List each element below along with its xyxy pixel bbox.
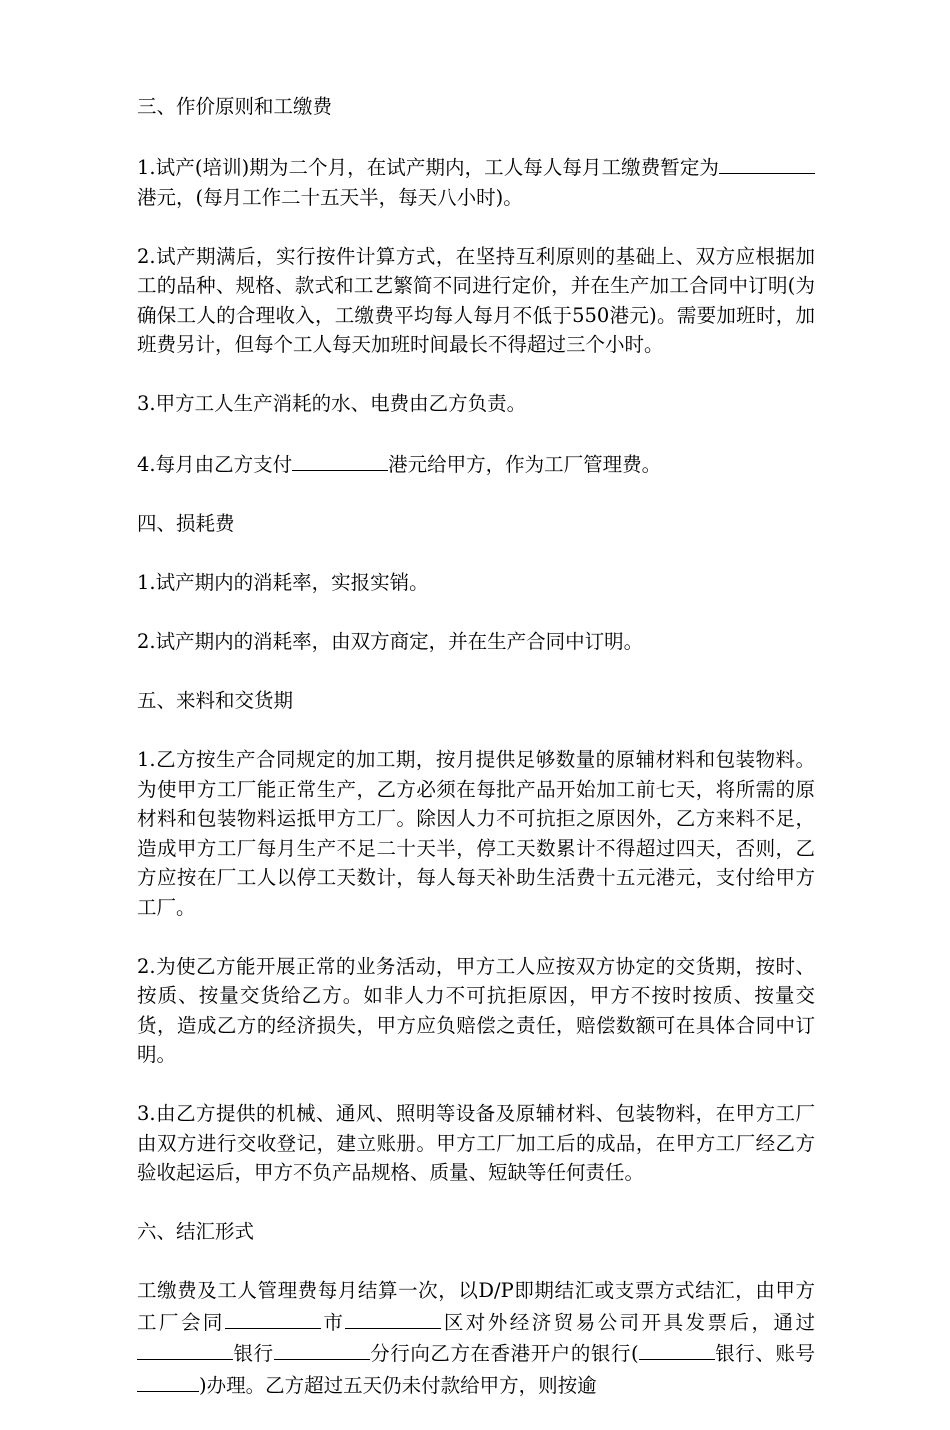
section-4-clause-1: 1.试产期内的消耗率，实报实销。 [137,571,429,594]
section-4-title: 四、损耗费 [137,512,235,535]
fill-in-blank[interactable] [137,1369,199,1392]
clause-text: 港元，(每月工作二十五天半，每天八小时)。 [137,185,523,209]
clause-text: 银行 [233,1342,274,1365]
section-6-title: 六、结汇形式 [137,1220,255,1243]
contract-body [137,92,815,1430]
clause-text: 港元给甲方，作为工厂管理费。 [388,453,662,476]
fill-in-blank[interactable] [719,151,815,174]
clause-text: 分行向乙方在香港开户的银行( [369,1342,639,1365]
clause-text: 工缴费及工人管理费每月结算一次，以D/P即期结汇或支票方式结汇，由甲方工厂会同 [137,1279,815,1334]
fill-in-blank[interactable] [292,448,388,471]
fill-in-blank[interactable] [345,1306,441,1329]
fill-in-blank[interactable] [274,1337,370,1360]
clause-text: 4.每月由乙方支付 [137,453,293,476]
section-5-title: 五、来料和交货期 [137,689,294,712]
clause-text: )办理。乙方超过五天仍未付款给甲方，则按逾 [199,1373,597,1397]
section-5-clause-3: 3.由乙方提供的机械、通风、照明等设备及原辅材料、包装物料，在甲方工厂由双方进行交收登记，建立账册。甲方工厂加工后的成品，在甲方工厂经乙方验收起运后，甲方不负产品规格、质量、短缺等任何责任。 [137,1102,815,1184]
section-5-clause-1: 1.乙方按生产合同规定的加工期，按月提供足够数量的原辅材料和包装物料。为使甲方工厂能正常生产，乙方必须在每批产品开始加工前七天，将所需的原材料和包装物料运抵甲方工厂。除因人力不可抗拒之原因外，乙方来料不足，造成甲方工厂每月生产不足二十天半，停工天数累计不得超过四天，否则，乙方应按在厂工人以停工天数计，每人每天补助生活费十五元港元，支付给甲方工厂。 [137,748,815,919]
section-3-clause-3: 3.甲方工人生产消耗的水、电费由乙方负责。 [137,392,527,415]
section-3-clause-4 [137,448,815,480]
fill-in-blank[interactable] [225,1306,321,1329]
section-3-clause-2: 2.试产期满后，实行按件计算方式，在坚持互利原则的基础上、双方应根据加工的品种、规格、款式和工艺繁简不同进行定价，并在生产加工合同中订明(为确保工人的合理收入，工缴费平均每人每月不低于550港元)。需要加班时，加班费另计，但每个工人每天加班时间最长不得超过三个小时。 [137,244,815,356]
section-5-clause-2: 2.为使乙方能开展正常的业务活动，甲方工人应按双方协定的交货期，按时、按质、按量交货给乙方。如非人力不可抗拒原因，甲方不按时按质、按量交货，造成乙方的经济损失，甲方应负赔偿之责任，赔偿数额可在具体合同中订明。 [137,954,815,1066]
clause-text: 区对外经济贸易公司开具发票后，通过 [441,1310,815,1334]
clause-text: 银行、账号 [714,1342,815,1365]
clause-text: 市 [320,1310,346,1334]
fill-in-blank[interactable] [639,1337,677,1360]
section-3-clause-1 [137,151,815,212]
section-6-clause-1 [137,1276,815,1400]
section-3-title: 三、作价原则和工缴费 [137,95,333,118]
fill-in-blank[interactable] [677,1337,715,1360]
section-4-clause-2: 2.试产期内的消耗率，由双方商定，并在生产合同中订明。 [137,630,644,653]
fill-in-blank[interactable] [137,1337,233,1360]
clause-text: 1.试产(培训)期为二个月，在试产期内，工人每人每月工缴费暂定为 [137,156,719,179]
